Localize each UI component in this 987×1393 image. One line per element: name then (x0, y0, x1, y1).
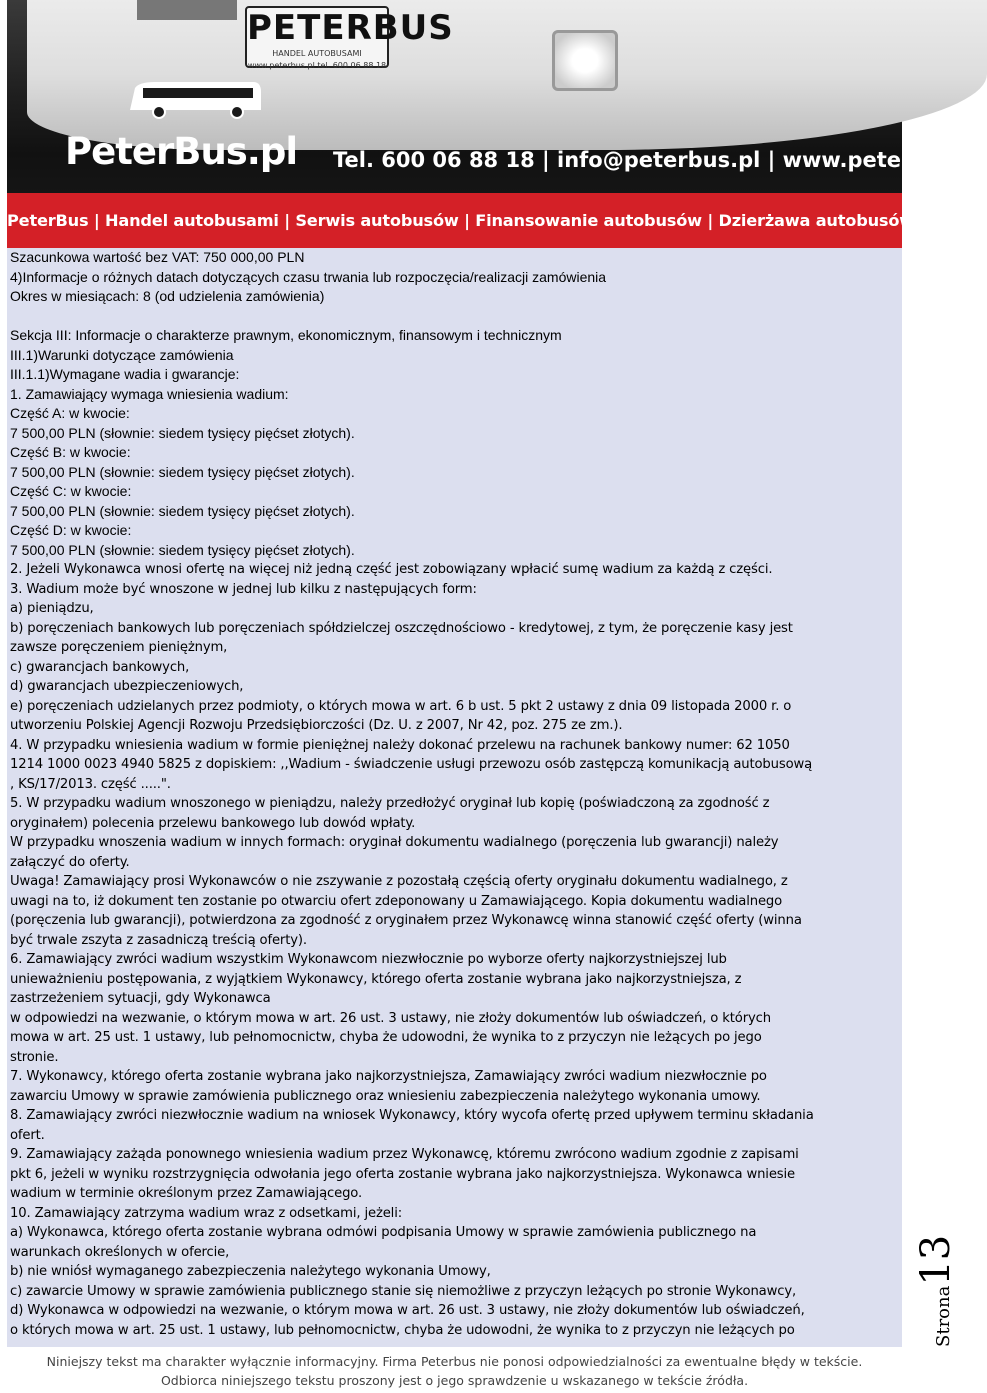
page-number-value: 13 (913, 1234, 959, 1286)
text-line: zawsze poręczeniem pieniężnym, (10, 640, 228, 655)
text-line: Okres w miesiącach: 8 (od udzielenia zamówienia) (10, 288, 325, 304)
text-line: Część A: w kwocie: (10, 405, 130, 421)
text-line: 3. Wadium może być wnoszone w jednej lub kilku z następujących form: (10, 581, 477, 597)
text-line: 10. Zamawiający zatrzyma wadium wraz z odsetkami, jeżeli: (10, 1205, 402, 1221)
document-body (7, 248, 902, 1347)
license-plate (245, 6, 454, 70)
text-line: III.1)Warunki dotyczące zamówienia (10, 346, 234, 363)
text-line: stronie. (10, 1049, 59, 1065)
text-line: e) poręczeniach udzielanych przez podmioty, o których mowa w art. 6 b ust. 5 pkt 2 ustawy z dnia 09 listopada 2000 r. o (10, 698, 792, 714)
text-line: W przypadku wnoszenia wadium w innych formach: oryginał dokumentu wadialnego (poręczenia lub gwarancji) należy (10, 835, 779, 850)
page-label: Strona (933, 1285, 954, 1347)
text-line: Część C: w kwocie: (10, 483, 132, 499)
text-line: 7 500,00 PLN (słownie: siedem tysięcy pięćset złotych). (10, 502, 355, 519)
text-line: załączyć do oferty. (10, 854, 130, 870)
text-line: 9. Zamawiający zażąda ponownego wniesienia wadium przez Wykonawcę, któremu zwrócono wadium zgodnie z zapisami (10, 1147, 799, 1162)
bus-grille (137, 0, 237, 20)
text-line: 8. Zamawiający zwróci niezwłocznie wadium na wniosek Wykonawcy, który wycofa ofertę przed upływem terminu składania (10, 1108, 814, 1123)
text-line: być trwale zszyta z zasadniczą treścią oferty). (10, 932, 307, 948)
text-line: III.1.1)Wymagane wadia i gwarancje: (10, 366, 240, 382)
blank-line (10, 307, 902, 327)
text-line: 1. Zamawiający wymaga wniesienia wadium: (10, 385, 289, 402)
text-line: 2. Jeżeli Wykonawca wnosi ofertę na więcej niż jedną część jest zobowiązany wpłacić sumę wadium za każdą z części. (10, 562, 773, 577)
text-line: 7 500,00 PLN (słownie: siedem tysięcy pięćset złotych). (10, 541, 355, 558)
text-line: b) nie wniósł wymaganego zabezpieczenia należytego wykonania Umowy, (10, 1264, 491, 1279)
text-line: 7 500,00 PLN (słownie: siedem tysięcy pięćset złotych). (10, 463, 355, 480)
text-line: a) pieniądzu, (10, 601, 94, 616)
contact-info: Tel. 600 06 88 18 | info@peterbus.pl | www.peterbus.pl (333, 148, 985, 172)
text-line: w odpowiedzi na wezwanie, o którym mowa w art. 26 ust. 3 ustawy, nie złoży dokumentów lub oświadczeń, o których (10, 1010, 771, 1026)
text-line: Część B: w kwocie: (10, 444, 131, 460)
text-line: d) Wykonawca w odpowiedzi na wezwanie, o którym mowa w art. 26 ust. 3 ustawy, nie złoży dokumentów lub oświadczeń, (10, 1303, 805, 1318)
header-banner (7, 0, 985, 248)
text-line: mowa w art. 25 ust. 1 ustawy, lub pełnomocnictw, chyba że udowodni, że wynika to z przyczyn nie leżących po jego (10, 1030, 762, 1045)
footer-line-2: Odbiorca niniejszego tekstu proszony jest o jego sprawdzenie u wskazanego w tekście źródła. (160, 1373, 749, 1388)
text-line: zawarciu Umowy w sprawie zamówienia publicznego oraz wniesieniu zabezpieczenia należytego wykonania umowy. (10, 1088, 761, 1104)
text-line: 5. W przypadku wadium wnoszonego w pieniądzu, należy przedłożyć oryginał lub kopię (poświadczoną za zgodność z (10, 796, 770, 811)
text-line: o których mowa w art. 25 ust. 1 ustawy, lub pełnomocnictw, chyba że udowodni, że wynika to z przyczyn nie leżących po (10, 1322, 795, 1338)
text-line: d) gwarancjach ubezpieczeniowych, (10, 679, 244, 694)
page-number (913, 1232, 965, 1347)
text-line: c) zawarcie Umowy w sprawie zamówienia publicznego stanie się niemożliwe z przyczyn leżących po stronie Wykonawcy, (10, 1283, 797, 1299)
text-line: zastrzeżeniem sytuacji, gdy Wykonawca (10, 991, 271, 1006)
text-line: Część D: w kwocie: (10, 522, 132, 538)
text-line: Szacunkowa wartość bez VAT: 750 000,00 PLN (10, 249, 305, 265)
text-line: c) gwarancjach bankowych, (10, 659, 190, 675)
plate-text: PETERBUS (247, 8, 454, 48)
text-line: utworzeniu Polskiej Agencji Rozwoju Przedsiębiorczości (Dz. U. z 2007, Nr 42, poz. 275 ze zm.). (10, 718, 623, 733)
text-line: 1214 1000 0023 4940 5825 z dopiskiem: ,,Wadium - świadczenie usługi przewozu osób zastępczą komunikacją autobusową (10, 757, 813, 772)
text-line: 6. Zamawiający zwróci wadium wszystkim Wykonawcom niezwłocznie po wyborze oferty najkorzystniejszej lub (10, 952, 727, 967)
text-line: warunkach określonych w ofercie, (10, 1244, 230, 1260)
text-line: Uwaga! Zamawiający prosi Wykonawców o nie zszywanie z pozostałą częścią oferty oryginału dokumentu wadialnego, z (10, 874, 788, 889)
services-bar: PeterBus | Handel autobusami | Serwis autobusów | Finansowanie autobusów | Dzierżawa autobusów (7, 193, 902, 248)
text-line: wadium w terminie określonym przez Zamawiającego. (10, 1186, 363, 1201)
text-line: unieważnieniu postępowania, z wyjątkiem Wykonawcy, którego oferta zostanie wybrana jako najkorzystniejsza, z (10, 971, 742, 987)
text-line: b) poręczeniach bankowych lub poręczeniach spółdzielczej oszczędnościowo - kredytowej, z tym, że poręczenie kasy jest (10, 620, 793, 636)
text-line: a) Wykonawca, którego oferta zostanie wybrana odmówi podpisania Umowy w sprawie zamówienia publicznego na (10, 1225, 757, 1240)
text-line: ofert. (10, 1127, 45, 1143)
text-line: 7 500,00 PLN (słownie: siedem tysięcy pięćset złotych). (10, 424, 355, 441)
logo-text: PeterBus.pl (65, 130, 298, 173)
text-line: 4)Informacje o różnych datach dotyczących czasu trwania lub rozpoczęcia/realizacji zamówienia (10, 268, 607, 285)
plate-small-text: HANDEL AUTOBUSAMI www.peterbus.pl tel. 600 06 88 18 (247, 49, 387, 70)
text-line: Sekcja III: Informacje o charakterze prawnym, ekonomicznym, finansowym i technicznym (10, 327, 562, 343)
footer-disclaimer (7, 1352, 902, 1390)
text-line: 4. W przypadku wniesienia wadium w formie pieniężnej należy dokonać przelewu na rachunek bankowy numer: 62 1050 (10, 737, 790, 753)
text-line: uwagi na to, iż dokument ten zostanie po otwarciu ofert zdeponowany u Zamawiającego. Kopia dokumentu wadialnego (10, 893, 783, 909)
peterbus-logo (65, 80, 298, 180)
fog-light (552, 30, 618, 91)
bus-icon (125, 80, 265, 120)
text-line: , KS/17/2013. część .....". (10, 776, 171, 792)
text-line: oryginałem) polecenia przelewu bankowego lub dowód wpłaty. (10, 815, 416, 831)
text-line: 7. Wykonawcy, którego oferta zostanie wybrana jako najkorzystniejsza, Zamawiający zwróci wadium niezwłocznie po (10, 1069, 767, 1084)
text-line: (poręczenia lub gwarancji), potwierdzona za zgodność z oryginałem przez Wykonawcę winna stanowić część oferty (winna (10, 913, 802, 928)
footer-line-1: Niniejszy tekst ma charakter wyłącznie informacyjny. Firma Peterbus nie ponosi odpowiedzialności za ewentualne błędy w tekście. (46, 1354, 863, 1369)
text-line: pkt 6, jeżeli w wyniku rozstrzygnięcia odwołania jego oferta zostanie wybrana jako najkorzystniejsza. Wykonawca wniesie (10, 1166, 795, 1182)
